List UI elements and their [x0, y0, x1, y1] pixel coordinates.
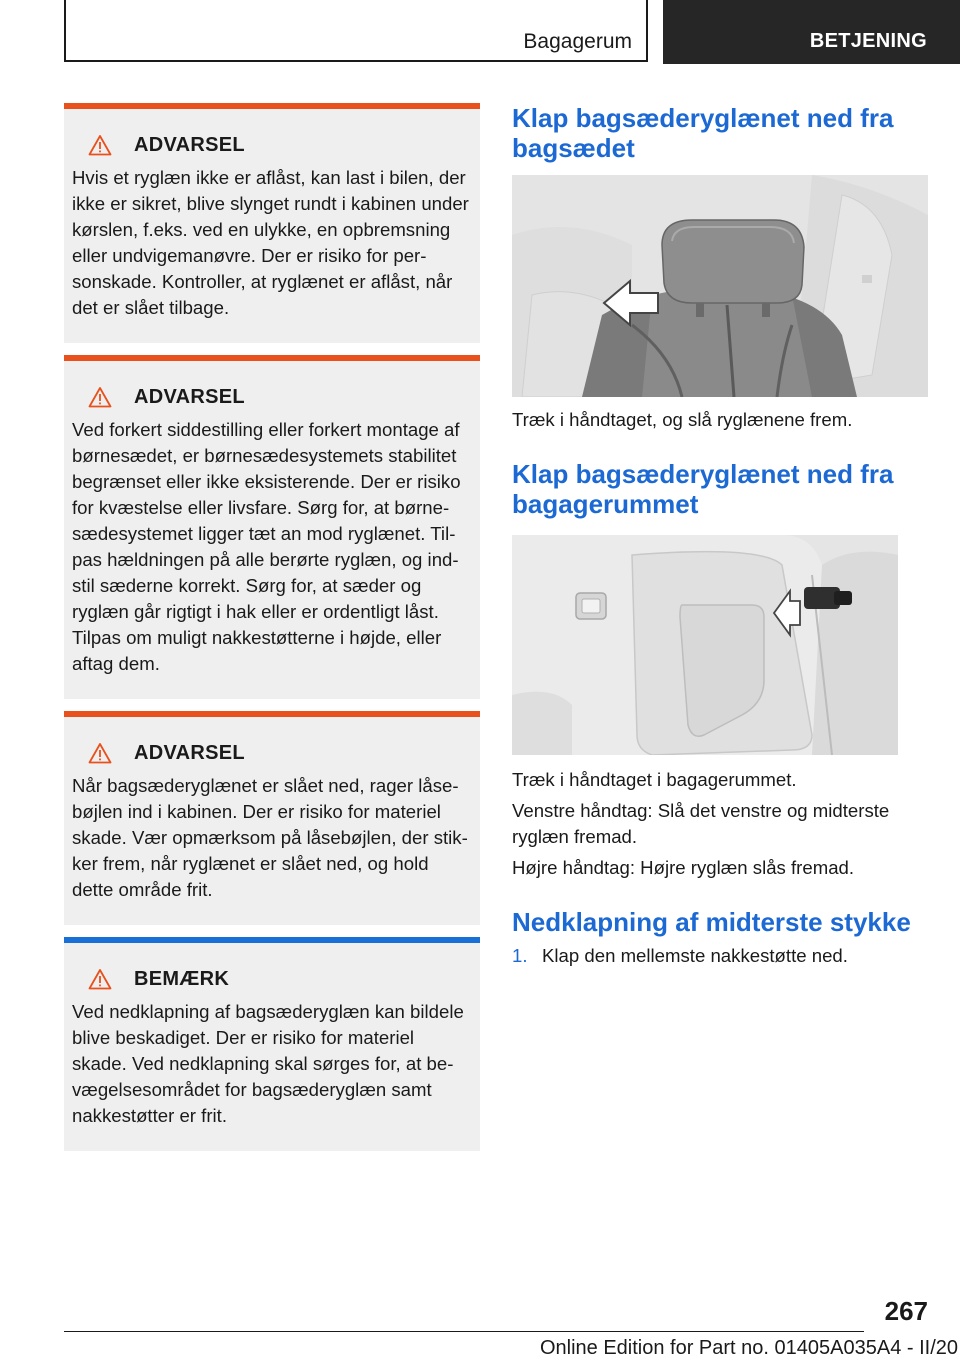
- footer-edition: Online Edition for Part no. 01405A035A4 - II/20: [539, 1337, 958, 1359]
- note-header: [88, 965, 472, 993]
- warning-text: Ved forkert siddestilling eller forkert montage af børnesædet, er børnesædesystemets stabilitet begrænset eller ikke eksisterende. Der er risiko for kvæstelse eller livsfare. Sørg for, at børnesædesystemet ligger tæt an mod ryglænet. Tilpas hældningen på alle berørte ryglæn, og indstil sæderne korrekt. Sørg for, at sæder og ryglæn går rigtigt i hak eller er ordentligt låst. Tilpas om muligt nakkestøtterne i højde, eller aftag dem.: [72, 419, 461, 674]
- section-heading: Nedklapning af midterste stykke: [512, 907, 911, 937]
- page-number: 267: [884, 1296, 928, 1326]
- section-heading: Klap bagsæderyglænet ned fra bagsædet: [512, 103, 894, 163]
- warning-triangle-icon: [88, 134, 112, 156]
- note-text: Ved nedklapning af bagsæderyglæn kan bildele blive beskadiget. Der er risiko for materiel skade. Ved nedklapning skal sørges for, at bevægelsesområdet for bagsæderyglæn samt nakkestøtter er frit.: [72, 1001, 464, 1126]
- section-text: Træk i håndtaget i bagagerummet.: [512, 769, 797, 790]
- section-text: Træk i håndtaget, og slå ryglænene frem.: [512, 409, 853, 430]
- section-heading: Klap bagsæderyglænet ned fra bagagerummet: [512, 459, 894, 519]
- warning-title: ADVARSEL: [134, 133, 245, 156]
- seat-handle-photo: [512, 175, 928, 397]
- warning-box: [64, 103, 480, 343]
- warning-title: ADVARSEL: [134, 741, 245, 764]
- header-section-title: Bagagerum: [523, 30, 632, 53]
- header-frame: [64, 0, 648, 62]
- note-title: BEMÆRK: [134, 967, 230, 990]
- warning-header: [88, 739, 472, 767]
- warning-triangle-icon: [88, 386, 112, 408]
- section-text: Venstre håndtag: Slå det venstre og midterste ryglæn fremad.: [512, 800, 890, 847]
- left-column: [64, 103, 480, 1163]
- warning-text: Hvis et ryglæn ikke er aflåst, kan last i bilen, der ikke er sikret, blive slynget rundt i kabinen under kørslen, f.eks. ved en ulykke, en opbremsning eller undvigemanøvre. Der er risiko for personskade. Kontroller, at ryglænet er aflåst, når det er slået tilbage.: [72, 167, 469, 318]
- warning-text: Når bagsæderyglænet er slået ned, rager låsebøjlen ind i kabinen. Der er risiko for materiel skade. Vær opmærksom på låsebøjlen, der stikker frem, når ryglænet er slået ned, og hold dette område frit.: [72, 775, 468, 900]
- warning-box: [64, 355, 480, 699]
- warning-title: ADVARSEL: [134, 385, 245, 408]
- right-column: [512, 103, 928, 969]
- section-text: Højre håndtag: Højre ryglæn slås fremad.: [512, 857, 855, 878]
- header-chapter-tab: [663, 0, 960, 64]
- warning-box: [64, 711, 480, 925]
- cargo-handle-photo: [512, 535, 898, 755]
- step-number: 1.: [512, 945, 528, 966]
- note-box: [64, 937, 480, 1151]
- footer-divider: [64, 1331, 864, 1332]
- warning-header: [88, 131, 472, 159]
- page-header: [0, 0, 960, 66]
- warning-triangle-icon: [88, 742, 112, 764]
- warning-triangle-icon: [88, 968, 112, 990]
- warning-header: [88, 383, 472, 411]
- step-text: Klap den mellemste nakkestøtte ned.: [542, 945, 848, 966]
- step-item: [512, 943, 928, 969]
- header-chapter-title: BETJENING: [809, 30, 927, 52]
